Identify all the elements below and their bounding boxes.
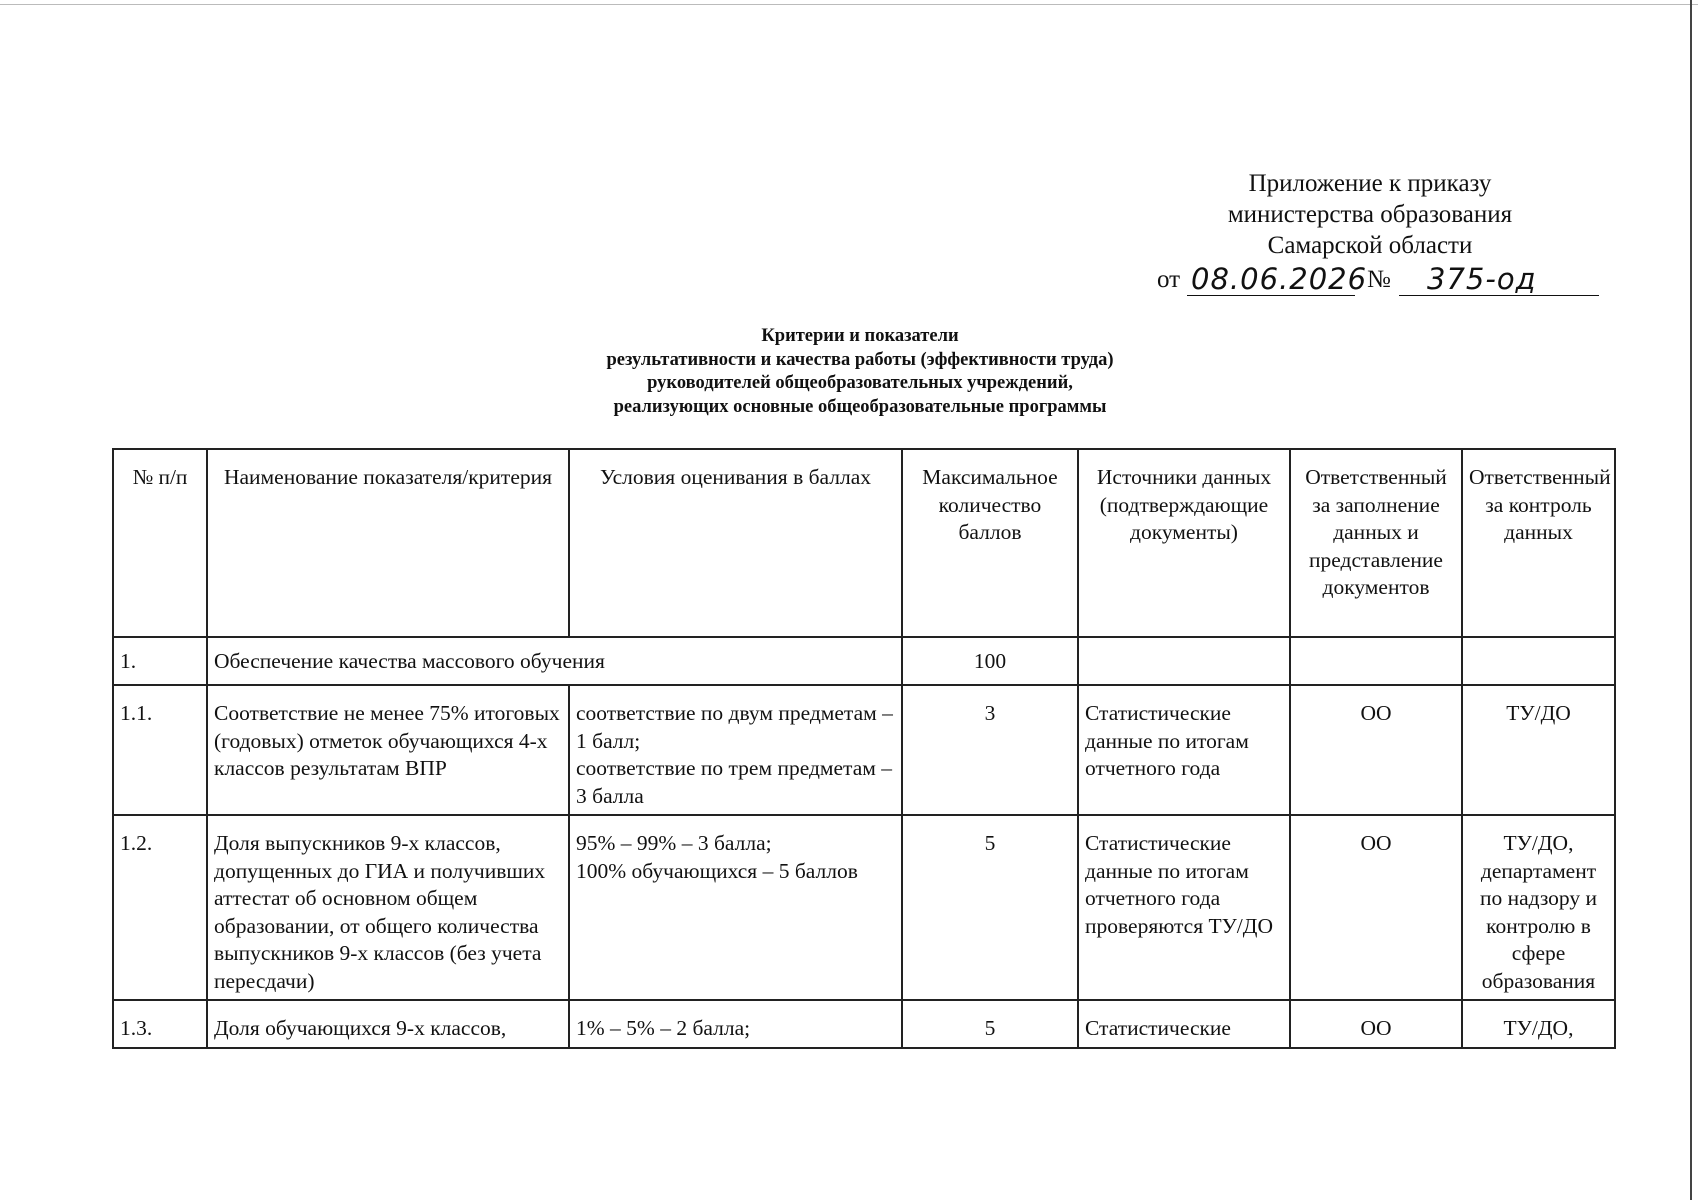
table-row bbox=[113, 815, 1615, 1000]
condition-line: соответствие по двум предметам – 1 балл; bbox=[576, 701, 893, 753]
col-header-sources: Источники данных (подтверждающие документы) bbox=[1078, 449, 1290, 637]
criteria-table bbox=[112, 448, 1616, 1049]
row-responsible-fill: ОО bbox=[1290, 1000, 1462, 1048]
title-line: руководителей общеобразовательных учреждений, bbox=[647, 373, 1073, 393]
title-line: реализующих основные общеобразовательные программы bbox=[613, 396, 1107, 417]
empty-cell bbox=[1078, 637, 1290, 685]
scan-right-edge bbox=[1690, 0, 1692, 1200]
row-responsible-fill: ОО bbox=[1290, 815, 1462, 1000]
col-header-responsible-fill: Ответственный за заполнение данных и представление документов bbox=[1290, 449, 1462, 637]
row-responsible-control: ТУ/ДО, bbox=[1462, 1000, 1615, 1048]
row-conditions bbox=[569, 685, 902, 815]
empty-cell bbox=[1290, 637, 1462, 685]
title-line: Критерии и показатели bbox=[761, 326, 959, 346]
row-name: Доля выпускников 9-х классов, допущенных до ГИА и получивших аттестат об основном общем образовании, от общего количества выпускников 9-х классов (без учета пересдачи) bbox=[207, 815, 569, 1000]
row-responsible-fill: ОО bbox=[1290, 685, 1462, 815]
row-name: Доля обучающихся 9-х классов, bbox=[207, 1000, 569, 1048]
row-conditions bbox=[569, 815, 902, 1000]
table-header-row bbox=[113, 449, 1615, 637]
row-number: 1.1. bbox=[113, 685, 207, 815]
order-date: 08.06.2026 bbox=[1191, 262, 1368, 296]
date-prefix: от bbox=[1157, 266, 1181, 293]
col-header-number: № п/п bbox=[113, 449, 207, 637]
empty-cell bbox=[1462, 637, 1615, 685]
section-row bbox=[113, 637, 1615, 685]
section-name: Обеспечение качества массового обучения bbox=[207, 637, 902, 685]
section-max-points: 100 bbox=[902, 637, 1078, 685]
section-number: 1. bbox=[113, 637, 207, 685]
col-header-responsible-control: Ответственный за контроль данных bbox=[1462, 449, 1615, 637]
approval-line: Самарской области bbox=[1267, 232, 1473, 259]
condition-line: 1% – 5% – 2 балла; bbox=[576, 1016, 751, 1040]
row-conditions bbox=[569, 1000, 902, 1048]
condition-line: 95% – 99% – 3 балла; bbox=[576, 831, 772, 855]
approval-block bbox=[1150, 168, 1590, 261]
order-number: 375-од bbox=[1427, 262, 1537, 296]
row-max-points: 5 bbox=[902, 815, 1078, 1000]
table-row bbox=[113, 685, 1615, 815]
row-name: Соответствие не менее 75% итоговых (годовых) отметок обучающихся 4-х классов результатам ВПР bbox=[207, 685, 569, 815]
title-line: результативности и качества работы (эффективности труда) bbox=[606, 349, 1114, 370]
approval-line: министерства образования bbox=[1227, 201, 1513, 228]
row-number: 1.3. bbox=[113, 1000, 207, 1048]
row-number: 1.2. bbox=[113, 815, 207, 1000]
col-header-conditions: Условия оценивания в баллах bbox=[569, 449, 902, 637]
row-responsible-control: ТУ/ДО bbox=[1462, 685, 1615, 815]
col-header-name: Наименование показателя/критерия bbox=[207, 449, 569, 637]
number-prefix: № bbox=[1367, 266, 1391, 293]
row-max-points: 5 bbox=[902, 1000, 1078, 1048]
row-source: Статистические данные по итогам отчетного года bbox=[1078, 685, 1290, 815]
row-responsible-control: ТУ/ДО, департамент по надзору и контролю в сфере образования bbox=[1462, 815, 1615, 1000]
order-date-number bbox=[1157, 262, 1607, 298]
approval-line: Приложение к приказу bbox=[1248, 170, 1492, 197]
col-header-max-points: Максимальное количество баллов bbox=[902, 449, 1078, 637]
row-max-points: 3 bbox=[902, 685, 1078, 815]
document-title bbox=[470, 325, 1250, 419]
condition-line: 100% обучающихся – 5 баллов bbox=[576, 858, 858, 883]
table-row bbox=[113, 1000, 1615, 1048]
row-source: Статистические bbox=[1078, 1000, 1290, 1048]
condition-line: соответствие по трем предметам – 3 балла bbox=[576, 756, 892, 808]
row-source: Статистические данные по итогам отчетного года проверяются ТУ/ДО bbox=[1078, 815, 1290, 1000]
scan-top-edge bbox=[0, 4, 1698, 5]
